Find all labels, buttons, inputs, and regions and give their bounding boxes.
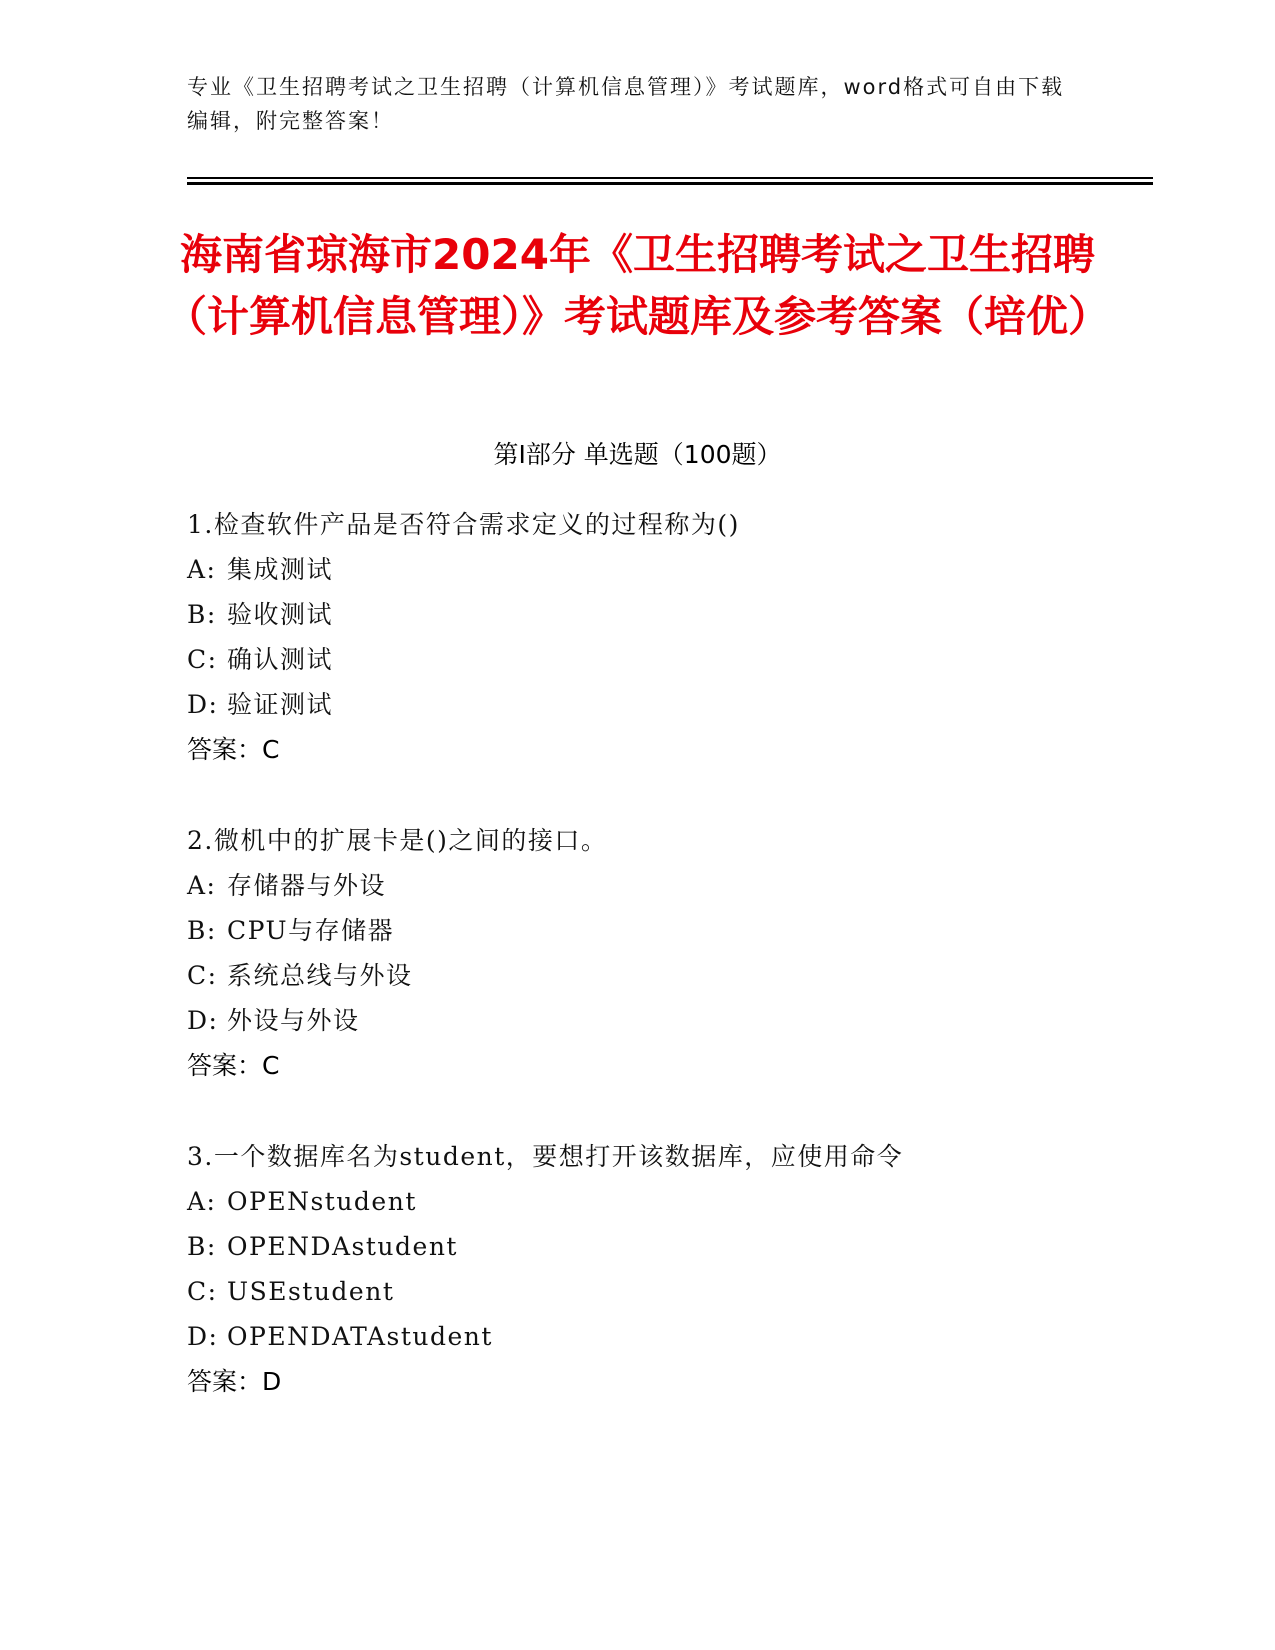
question-3 <box>187 1134 1187 1404</box>
option-text: 确认测试 <box>227 645 334 674</box>
option-text: 集成测试 <box>227 555 334 584</box>
header-note: 专业《卫生招聘考试之卫生招聘（计算机信息管理）》考试题库，word格式可自由下载编辑，附完整答案！ <box>187 75 1065 133</box>
answer: 答案：C <box>187 1051 280 1080</box>
header-divider-thin <box>187 177 1153 179</box>
option-a <box>187 863 1187 908</box>
question-2 <box>187 818 1187 1088</box>
option-text: 存储器与外设 <box>227 871 387 900</box>
option-d <box>187 998 1187 1043</box>
option-a <box>187 547 1187 592</box>
option-key: D: <box>187 1006 219 1035</box>
document-title: 海南省琼海市2024年《卫生招聘考试之卫生招聘（计算机信息管理）》考试题库及参考答案（培优） <box>164 230 1110 341</box>
option-key: A: <box>187 871 217 900</box>
option-key: B: <box>187 1232 217 1261</box>
question-stem: 3.一个数据库名为student，要想打开该数据库，应使用命令 <box>187 1142 904 1171</box>
option-text: CPU与存储器 <box>227 916 395 945</box>
option-key: C: <box>187 1277 218 1306</box>
question-1 <box>187 502 1187 772</box>
option-key: B: <box>187 916 217 945</box>
option-text: 验收测试 <box>227 600 334 629</box>
option-key: C: <box>187 645 218 674</box>
option-text: 系统总线与外设 <box>227 961 413 990</box>
option-b <box>187 1224 1187 1269</box>
option-b <box>187 592 1187 637</box>
answer: 答案：D <box>187 1367 282 1396</box>
option-text: 外设与外设 <box>227 1006 360 1035</box>
option-c <box>187 953 1187 998</box>
option-text: USEstudent <box>227 1277 395 1306</box>
option-c <box>187 637 1187 682</box>
option-key: A: <box>187 555 217 584</box>
option-c <box>187 1269 1187 1314</box>
option-key: B: <box>187 600 217 629</box>
question-stem: 2.微机中的扩展卡是()之间的接口。 <box>187 826 608 855</box>
option-b <box>187 908 1187 953</box>
option-text: OPENstudent <box>227 1187 417 1216</box>
option-a <box>187 1179 1187 1224</box>
option-key: D: <box>187 1322 219 1351</box>
option-text: OPENDAstudent <box>227 1232 458 1261</box>
option-text: OPENDATAstudent <box>227 1322 493 1351</box>
option-key: A: <box>187 1187 217 1216</box>
option-key: C: <box>187 961 218 990</box>
option-text: 验证测试 <box>227 690 334 719</box>
option-d <box>187 682 1187 727</box>
section-heading: 第I部分 单选题（100题） <box>493 440 782 469</box>
option-key: D: <box>187 690 219 719</box>
option-d <box>187 1314 1187 1359</box>
question-stem: 1.检查软件产品是否符合需求定义的过程称为() <box>187 510 740 539</box>
answer: 答案：C <box>187 735 280 764</box>
header-divider-thick <box>187 182 1153 185</box>
